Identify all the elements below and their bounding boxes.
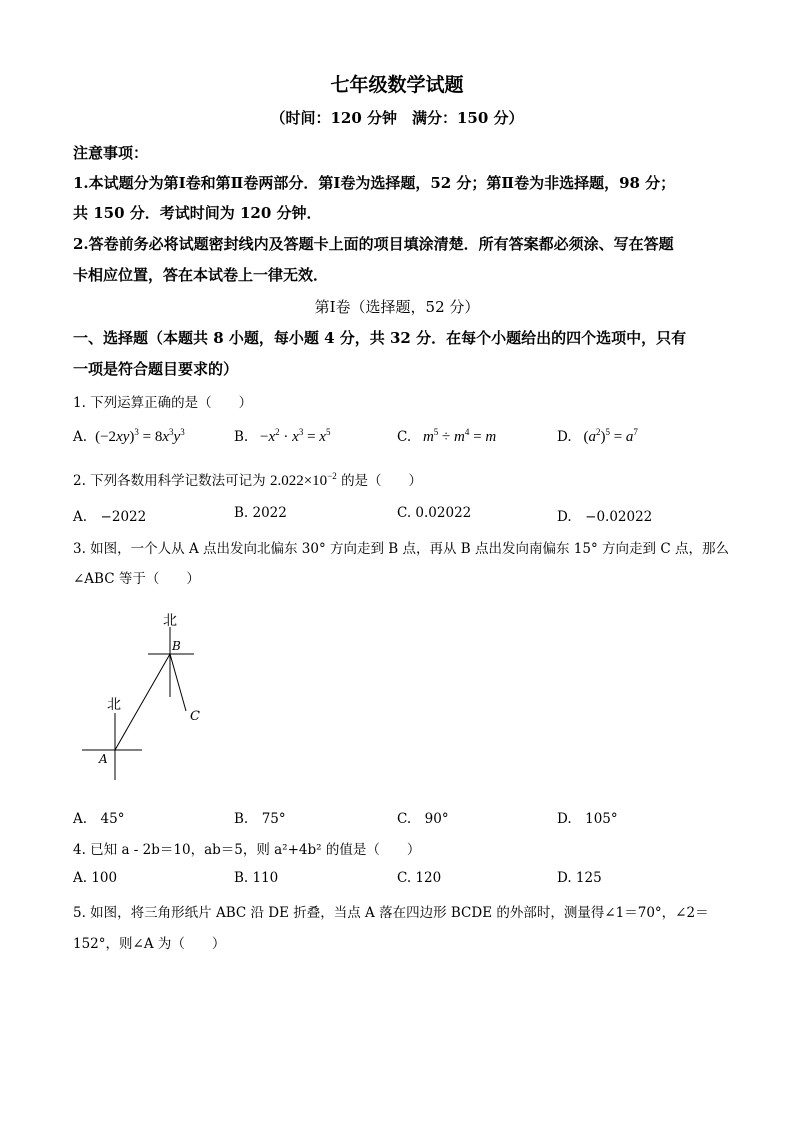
- q1-stem: 1. 下列运算正确的是（ ）: [73, 395, 253, 411]
- q1-option-d: [557, 427, 638, 446]
- exam-title: 七年级数学试题: [330, 74, 464, 96]
- north-label-a: 北: [107, 697, 121, 713]
- q4-stem: 4. 已知 a - 2b＝10，ab＝5，则 a²+4b² 的值是（ ）: [73, 842, 421, 858]
- q3-option-a: A. 45°: [73, 811, 125, 827]
- q1-option-c-expr: $m^5 \div m^4 = m$: [422, 427, 497, 445]
- notes-heading: 注意事项：: [73, 144, 149, 162]
- q4-option-b: B. 110: [234, 870, 279, 886]
- segment-bc: [170, 654, 186, 711]
- point-c-label: C: [190, 709, 200, 724]
- q1-option-a-expr: $(-2xy)^3 = 8x^3y^3$: [91, 427, 185, 445]
- q2-option-c: C. 0.02022: [397, 505, 472, 521]
- q2-stem-math: $2.022\times 10^{-2}$: [269, 471, 337, 489]
- exam-subtitle: （时间：120 分钟 满分：150 分）: [270, 109, 524, 127]
- section-line1: 一、选择题（本题共 8 小题，每小题 4 分，共 32 分．在每个小题给出的四个选项中，只有: [73, 329, 687, 347]
- note2-line2: 卡相应位置，答在本试卷上一律无效．: [73, 266, 329, 284]
- q2-stem-post: 的是（ ）: [341, 473, 423, 489]
- q1-option-b: [234, 427, 330, 446]
- q3-stem-line1: 3. 如图，一个人从 A 点出发向北偏东 30° 方向走到 B 点，再从 B 点出发向南偏东 15° 方向走到 C 点，那么: [73, 541, 729, 557]
- q1-option-c: [397, 427, 496, 446]
- section-line2: 一项是符合题目要求的）: [73, 360, 239, 378]
- q2-option-b: B. 2022: [234, 505, 287, 521]
- q3-figure: [70, 600, 240, 790]
- q5-stem-line2: 152°，则∠A 为（ ）: [73, 936, 226, 952]
- q2-stem-exp: −2: [327, 471, 337, 481]
- point-b-label: B: [172, 639, 181, 653]
- q1-option-d-label: D.: [557, 429, 572, 445]
- q1-option-b-label: B.: [234, 429, 249, 445]
- q4-option-d: D. 125: [557, 870, 602, 886]
- north-label-b: 北: [163, 613, 177, 629]
- q3-option-b: B. 75°: [234, 811, 286, 827]
- q1-option-a: [73, 427, 185, 446]
- q1-option-c-label: C.: [397, 429, 412, 445]
- q5-stem-line1: 5. 如图，将三角形纸片 ABC 沿 DE 折叠，当点 A 落在四边形 BCDE 的外部时，测量得∠1＝70°，∠2＝: [73, 905, 709, 921]
- segment-ab: [115, 654, 170, 750]
- q3-option-c: C. 90°: [397, 811, 449, 827]
- part1-title: 第Ⅰ卷（选择题，52 分）: [314, 298, 480, 316]
- q2-stem: [73, 469, 422, 490]
- note1-line1: 1.本试题分为第Ⅰ卷和第Ⅱ卷两部分．第Ⅰ卷为选择题，52 分；第Ⅱ卷为非选择题，98 分；: [73, 174, 676, 192]
- q2-option-d: D. −0.02022: [557, 509, 653, 525]
- q4-option-a: A. 100: [73, 870, 118, 886]
- q2-stem-pre: 2. 下列各数用科学记数法可记为: [73, 473, 266, 489]
- q1-option-d-expr: $(a^2)^5 = a^7$: [575, 427, 638, 445]
- q1-option-b-expr: $-x^2 \cdot x^3 = x^5$: [252, 427, 331, 445]
- q4-option-c: C. 120: [397, 870, 442, 886]
- q1-option-a-label: A.: [73, 429, 88, 445]
- q2-option-a: A. −2022: [73, 509, 147, 525]
- point-a-label: A: [99, 752, 108, 766]
- note2-line1: 2.答卷前务必将试题密封线内及答题卡上面的项目填涂清楚．所有答案都必须涂、写在答题: [73, 235, 674, 253]
- q3-option-d: D. 105°: [557, 811, 618, 827]
- q3-stem-line2: ∠ABC 等于（ ）: [73, 571, 200, 587]
- note1-line2: 共 150 分．考试时间为 120 分钟．: [73, 204, 322, 222]
